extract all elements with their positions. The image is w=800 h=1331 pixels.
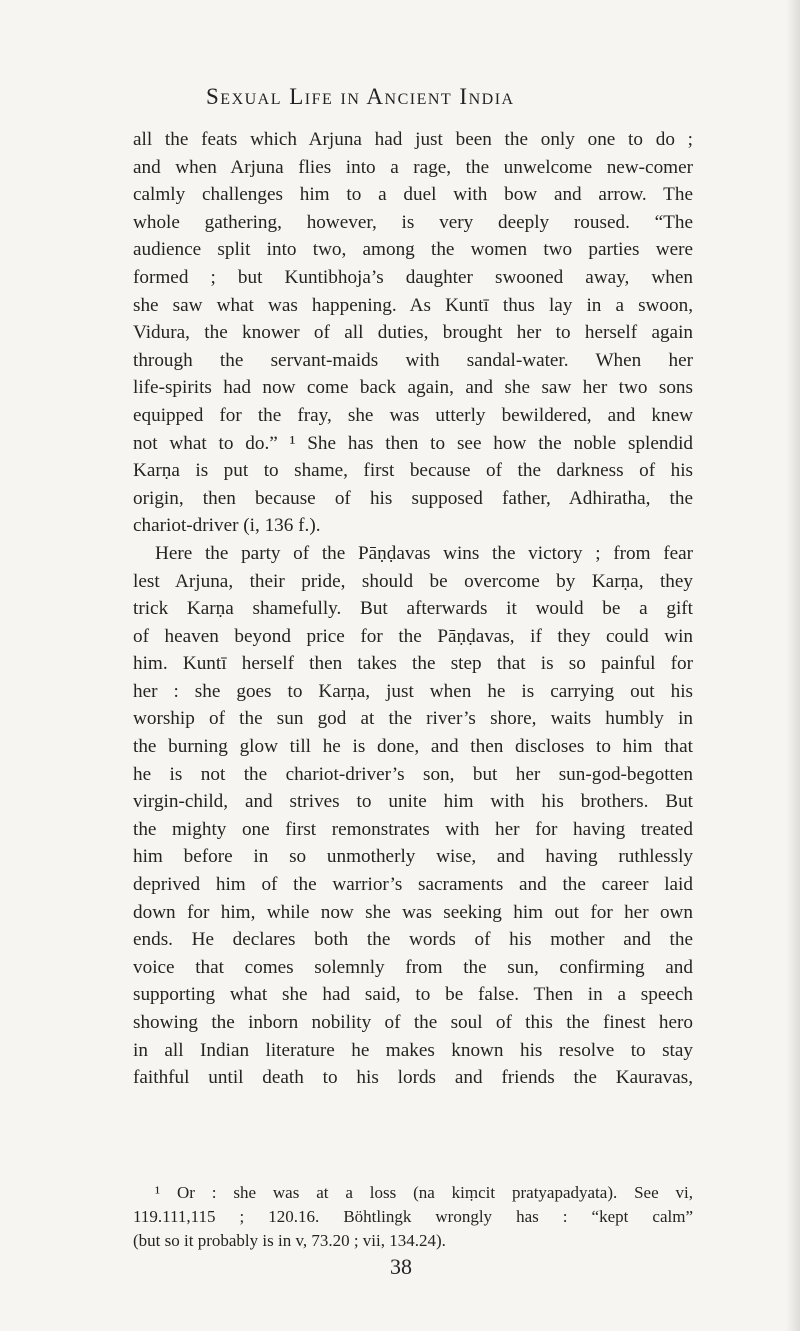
body-line: whole gathering, however, is very deeply roused. “The bbox=[133, 211, 693, 233]
body-line: Vidura, the knower of all duties, brought her to herself again bbox=[133, 322, 693, 344]
body-line: lest Arjuna, their pride, should be overcome by Karṇa, they bbox=[133, 570, 693, 592]
body-line: deprived him of the warrior’s sacraments and the career laid bbox=[133, 874, 693, 896]
body-line: Here the party of the Pāṇḍavas wins the victory ; from fear bbox=[155, 542, 693, 564]
body-line: her : she goes to Karṇa, just when he is carrying out his bbox=[133, 680, 693, 702]
footnote-line: 119.111,115 ; 120.16. Böhtlingk wrongly has : “kept calm” bbox=[133, 1207, 693, 1226]
body-line: origin, then because of his supposed father, Adhiratha, the bbox=[133, 487, 693, 509]
body-line: Karṇa is put to shame, first because of the darkness of his bbox=[133, 460, 693, 482]
footnotes bbox=[133, 1181, 693, 1253]
body-line: trick Karṇa shamefully. But afterwards it would be a gift bbox=[133, 598, 693, 620]
footnote-line: (but so it probably is in v, 73.20 ; vii, 134.24). bbox=[133, 1231, 446, 1250]
body-line: supporting what she had said, to be false. Then in a speech bbox=[133, 984, 693, 1006]
body-line: chariot-driver (i, 136 f.). bbox=[133, 515, 321, 537]
body-line: voice that comes solemnly from the sun, confirming and bbox=[133, 956, 693, 978]
footnote-line: ¹ Or : she was at a loss (na kiṃcit pratyapadyata). See vi, bbox=[155, 1183, 693, 1202]
body-text bbox=[133, 126, 693, 1092]
running-head: Sexual Life in Ancient India bbox=[206, 84, 515, 109]
body-line: he is not the chariot-driver’s son, but her sun-god-begotten bbox=[133, 763, 693, 785]
body-line: not what to do.” ¹ She has then to see how the noble splendid bbox=[133, 432, 693, 454]
body-line: of heaven beyond price for the Pāṇḍavas, if they could win bbox=[133, 625, 693, 647]
body-line: all the feats which Arjuna had just been the only one to do ; bbox=[133, 129, 693, 150]
body-line: worship of the sun god at the river’s shore, waits humbly in bbox=[133, 708, 693, 730]
body-line: equipped for the fray, she was utterly bewildered, and knew bbox=[133, 404, 693, 426]
body-line: him. Kuntī herself then takes the step that is so painful for bbox=[133, 653, 693, 675]
body-line: calmly challenges him to a duel with bow and arrow. The bbox=[133, 184, 693, 206]
body-line: life-spirits had now come back again, and she saw her two sons bbox=[133, 377, 693, 399]
page-number: 38 bbox=[390, 1254, 412, 1279]
body-line: down for him, while now she was seeking him out for her own bbox=[133, 901, 693, 923]
body-line: the burning glow till he is done, and then discloses to him that bbox=[133, 736, 693, 758]
body-line: and when Arjuna flies into a rage, the unwelcome new-comer bbox=[133, 156, 693, 178]
body-line: the mighty one first remonstrates with her for having treated bbox=[133, 818, 693, 840]
body-line: audience split into two, among the women two parties were bbox=[133, 239, 693, 261]
body-line: formed ; but Kuntibhoja’s daughter swooned away, when bbox=[133, 266, 693, 288]
body-line: in all Indian literature he makes known his resolve to stay bbox=[133, 1039, 693, 1061]
body-line: showing the inborn nobility of the soul of this the finest hero bbox=[133, 1012, 693, 1033]
body-line: ends. He declares both the words of his mother and the bbox=[133, 929, 693, 951]
body-line: virgin-child, and strives to unite him with his brothers. But bbox=[133, 791, 693, 813]
page-edge-shadow bbox=[786, 0, 800, 1331]
body-line: faithful until death to his lords and friends the Kauravas, bbox=[133, 1067, 693, 1089]
body-line: through the servant-maids with sandal-water. When her bbox=[133, 349, 693, 371]
body-line: she saw what was happening. As Kuntī thus lay in a swoon, bbox=[133, 294, 693, 316]
body-line: him before in so unmotherly wise, and having ruthlessly bbox=[133, 846, 693, 868]
